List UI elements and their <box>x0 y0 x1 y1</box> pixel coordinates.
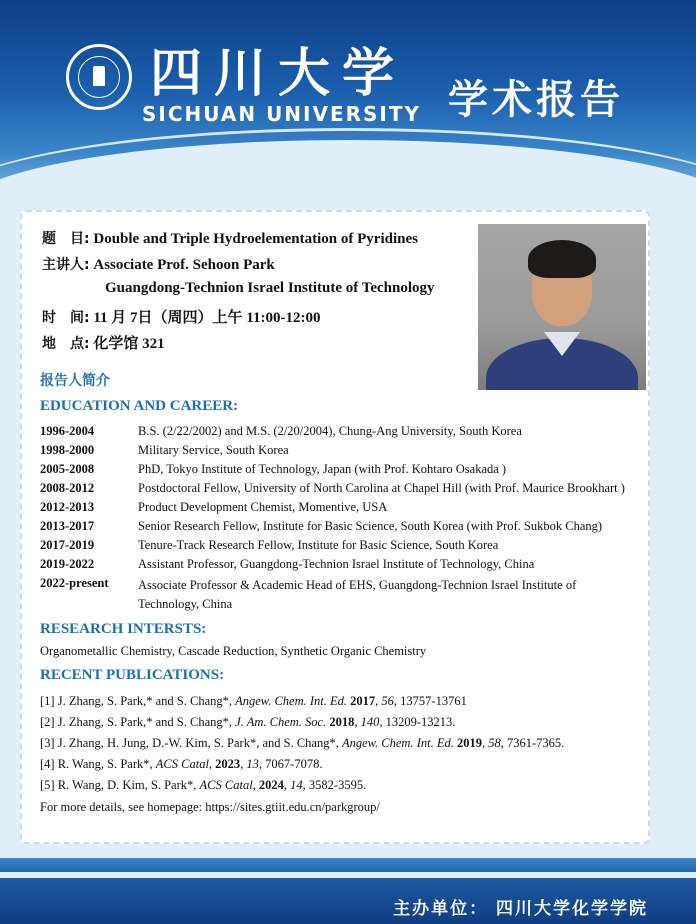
time-value: 11 月 7日（周四）上午 11:00-12:00 <box>93 310 321 326</box>
speaker-label: 主讲人: <box>42 257 90 273</box>
place-value: 化学馆 321 <box>93 336 165 352</box>
publication-item: [2] J. Zhang, S. Park,* and S. Chang*, J. Am. Chem. Soc. 2018, 140, 13209-13213. <box>40 715 456 729</box>
publication-item: [4] R. Wang, S. Park*, ACS Catal, 2023, 13, 7067-7078. <box>40 757 323 771</box>
speaker-name: Associate Prof. Sehoon Park <box>93 257 275 273</box>
publication-item: [3] J. Zhang, H. Jung, D.-W. Kim, S. Park*, and S. Chang*, Angew. Chem. Int. Ed. 2019, 58, 7361-7365. <box>40 736 565 750</box>
university-name-cn: 四川大学 <box>150 44 407 104</box>
organizer-text: 主办单位： 四川大学化学学院 <box>393 899 648 919</box>
talk-time <box>42 306 320 327</box>
research-heading: RESEARCH INTERSTS: <box>40 621 207 637</box>
publications-heading: RECENT PUBLICATIONS: <box>40 667 225 683</box>
homepage-text[interactable]: For more details, see homepage: https://sites.gtiit.edu.cn/parkgroup/ <box>40 800 380 814</box>
speaker-photo <box>478 224 646 390</box>
publication-item: [5] R. Wang, D. Kim, S. Park*, ACS Catal, 2024, 14, 3582-3595. <box>40 778 367 792</box>
university-seal-icon <box>66 44 132 110</box>
talk-title <box>42 228 418 248</box>
intro-heading: 报告人简介 <box>40 373 110 389</box>
university-name-en: SICHUAN UNIVERSITY <box>142 102 421 126</box>
talk-title-value: Double and Triple Hydroelementation of Pyridines <box>93 231 418 247</box>
talk-place <box>42 332 165 353</box>
place-label: 地 点: <box>42 336 90 352</box>
time-label: 时 间: <box>42 310 90 326</box>
education-heading: EDUCATION AND CAREER: <box>40 398 239 414</box>
speaker <box>42 254 275 274</box>
publication-item: [1] J. Zhang, S. Park,* and S. Chang*, Angew. Chem. Int. Ed. 2017, 56, 13757-13761 <box>40 694 467 708</box>
talk-title-label: 题 目: <box>42 231 90 247</box>
speaker-affiliation: Guangdong-Technion Israel Institute of Technology <box>105 280 435 296</box>
report-title: 学术报告 <box>448 77 624 123</box>
research-text: Organometallic Chemistry, Cascade Reduction, Synthetic Organic Chemistry <box>40 644 427 658</box>
